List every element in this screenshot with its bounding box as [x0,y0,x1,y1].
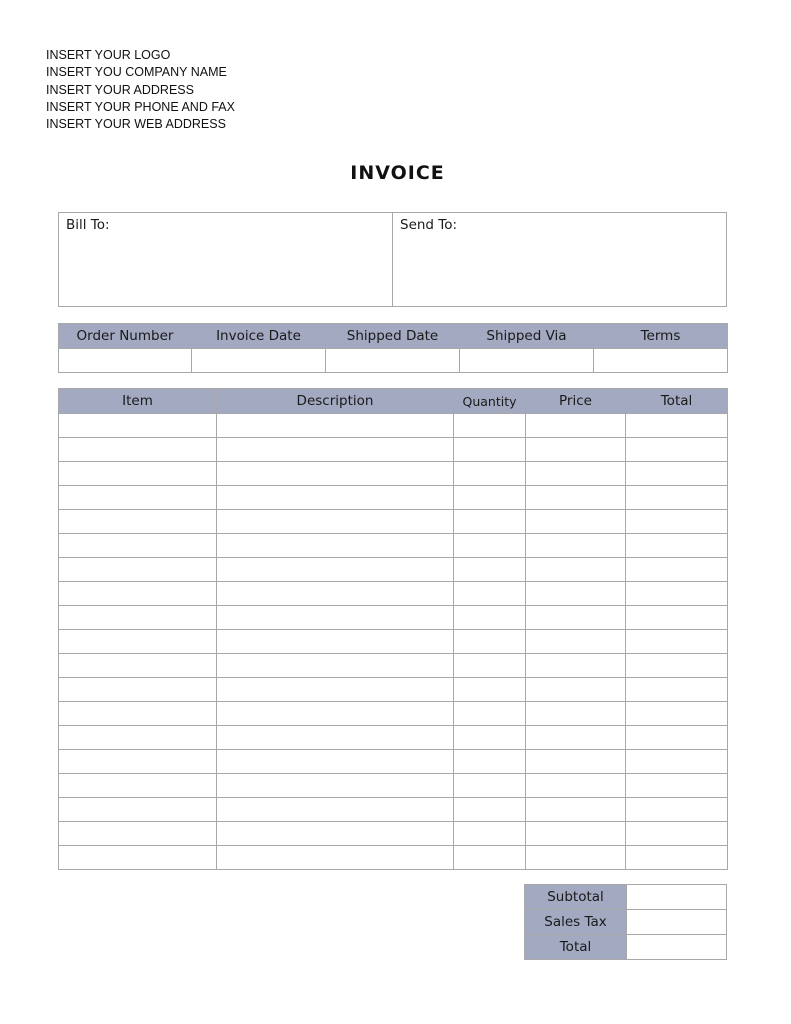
quantity-cell[interactable] [454,798,526,822]
table-row [59,702,728,726]
item-cell[interactable] [59,438,217,462]
quantity-cell[interactable] [454,582,526,606]
price-cell[interactable] [526,798,626,822]
description-cell[interactable] [217,846,454,870]
total-cell[interactable] [626,846,728,870]
total-cell[interactable] [626,678,728,702]
description-cell[interactable] [217,654,454,678]
description-cell[interactable] [217,582,454,606]
table-row [59,846,728,870]
description-cell[interactable] [217,414,454,438]
order-number-cell[interactable] [59,349,192,373]
item-cell[interactable] [59,750,217,774]
price-cell[interactable] [526,558,626,582]
terms-header: Terms [594,324,728,349]
table-row [59,654,728,678]
description-cell[interactable] [217,750,454,774]
table-row [59,582,728,606]
table-row [59,510,728,534]
quantity-cell[interactable] [454,774,526,798]
total-cell[interactable] [626,630,728,654]
subtotal-value-cell[interactable] [627,885,727,910]
total-cell[interactable] [626,726,728,750]
item-cell[interactable] [59,558,217,582]
price-header: Price [526,389,626,414]
bill-to-field[interactable] [59,213,393,306]
item-cell[interactable] [59,678,217,702]
logo-placeholder: INSERT YOUR LOGO [46,48,171,62]
price-cell[interactable] [526,774,626,798]
order-number-header: Order Number [59,324,192,349]
description-header: Description [217,389,454,414]
description-cell[interactable] [217,774,454,798]
terms-cell[interactable] [594,349,728,373]
bill-to-label: Bill To: [66,217,110,233]
table-row [59,774,728,798]
total-cell[interactable] [626,606,728,630]
quantity-cell[interactable] [454,822,526,846]
description-cell[interactable] [217,486,454,510]
total-cell[interactable] [626,750,728,774]
address-box [58,212,727,307]
total-cell[interactable] [626,582,728,606]
quantity-cell[interactable] [454,414,526,438]
sales-tax-value-cell[interactable] [627,910,727,935]
item-cell[interactable] [59,774,217,798]
item-cell[interactable] [59,534,217,558]
quantity-cell[interactable] [454,654,526,678]
description-cell[interactable] [217,558,454,582]
item-cell[interactable] [59,462,217,486]
price-cell[interactable] [526,678,626,702]
quantity-cell[interactable] [454,846,526,870]
total-cell[interactable] [626,462,728,486]
quantity-cell[interactable] [454,558,526,582]
item-cell[interactable] [59,822,217,846]
invoice-date-cell[interactable] [192,349,326,373]
quantity-cell[interactable] [454,606,526,630]
item-cell[interactable] [59,846,217,870]
price-cell[interactable] [526,846,626,870]
price-cell[interactable] [526,510,626,534]
price-cell[interactable] [526,486,626,510]
shipped-via-header: Shipped Via [460,324,594,349]
quantity-cell[interactable] [454,534,526,558]
total-cell[interactable] [626,414,728,438]
item-cell[interactable] [59,414,217,438]
quantity-cell[interactable] [454,726,526,750]
table-row [59,558,728,582]
total-label: Total [525,935,627,960]
quantity-cell[interactable] [454,630,526,654]
price-cell[interactable] [526,702,626,726]
company-name-placeholder: INSERT YOU COMPANY NAME [46,65,227,80]
table-row [59,438,728,462]
line-items-table [58,388,728,870]
quantity-cell[interactable] [454,678,526,702]
table-row [59,462,728,486]
invoice-title: INVOICE [350,162,445,184]
table-row [59,534,728,558]
price-cell[interactable] [526,462,626,486]
order-info-table [58,323,728,373]
item-cell[interactable] [59,726,217,750]
total-cell[interactable] [626,822,728,846]
total-cell[interactable] [626,558,728,582]
price-cell[interactable] [526,414,626,438]
total-header: Total [626,389,728,414]
quantity-cell[interactable] [454,438,526,462]
quantity-cell[interactable] [454,750,526,774]
item-cell[interactable] [59,630,217,654]
table-row [59,750,728,774]
total-cell[interactable] [626,702,728,726]
shipped-date-cell[interactable] [326,349,460,373]
description-cell[interactable] [217,606,454,630]
address-placeholder: INSERT YOUR ADDRESS [46,82,194,97]
price-cell[interactable] [526,606,626,630]
description-cell[interactable] [217,630,454,654]
company-info-block [46,47,235,133]
send-to-field[interactable] [393,213,726,306]
item-cell[interactable] [59,606,217,630]
subtotal-label: Subtotal [525,885,627,910]
price-cell[interactable] [526,750,626,774]
price-cell[interactable] [526,654,626,678]
quantity-header: Quantity [454,389,526,414]
table-row [59,798,728,822]
price-cell[interactable] [526,582,626,606]
table-row [59,822,728,846]
total-cell[interactable] [626,510,728,534]
description-cell[interactable] [217,438,454,462]
order-info-row [59,349,728,373]
description-cell[interactable] [217,702,454,726]
quantity-cell[interactable] [454,702,526,726]
price-cell[interactable] [526,822,626,846]
item-header: Item [59,389,217,414]
item-cell[interactable] [59,582,217,606]
item-cell[interactable] [59,654,217,678]
table-row [59,606,728,630]
total-cell[interactable] [626,534,728,558]
quantity-cell[interactable] [454,510,526,534]
quantity-cell[interactable] [454,486,526,510]
quantity-cell[interactable] [454,462,526,486]
price-cell[interactable] [526,438,626,462]
invoice-date-header: Invoice Date [192,324,326,349]
description-cell[interactable] [217,798,454,822]
sales-tax-label: Sales Tax [525,910,627,935]
description-cell[interactable] [217,726,454,750]
description-cell[interactable] [217,822,454,846]
price-cell[interactable] [526,534,626,558]
web-address-placeholder: INSERT YOUR WEB ADDRESS [46,117,226,132]
shipped-via-cell[interactable] [460,349,594,373]
description-cell[interactable] [217,510,454,534]
table-row [59,486,728,510]
phone-fax-placeholder: INSERT YOUR PHONE AND FAX [46,99,235,114]
item-cell[interactable] [59,510,217,534]
table-row [59,678,728,702]
shipped-date-header: Shipped Date [326,324,460,349]
price-cell[interactable] [526,630,626,654]
table-row [59,726,728,750]
price-cell[interactable] [526,726,626,750]
description-cell[interactable] [217,678,454,702]
description-cell[interactable] [217,462,454,486]
total-cell[interactable] [626,654,728,678]
item-cell[interactable] [59,798,217,822]
total-cell[interactable] [626,438,728,462]
totals-table [524,884,727,960]
item-cell[interactable] [59,486,217,510]
table-row [59,414,728,438]
item-cell[interactable] [59,702,217,726]
send-to-label: Send To: [400,217,458,233]
total-value-cell[interactable] [627,935,727,960]
line-items-body [59,414,728,870]
description-cell[interactable] [217,534,454,558]
table-row [59,630,728,654]
total-cell[interactable] [626,798,728,822]
total-cell[interactable] [626,486,728,510]
total-cell[interactable] [626,774,728,798]
